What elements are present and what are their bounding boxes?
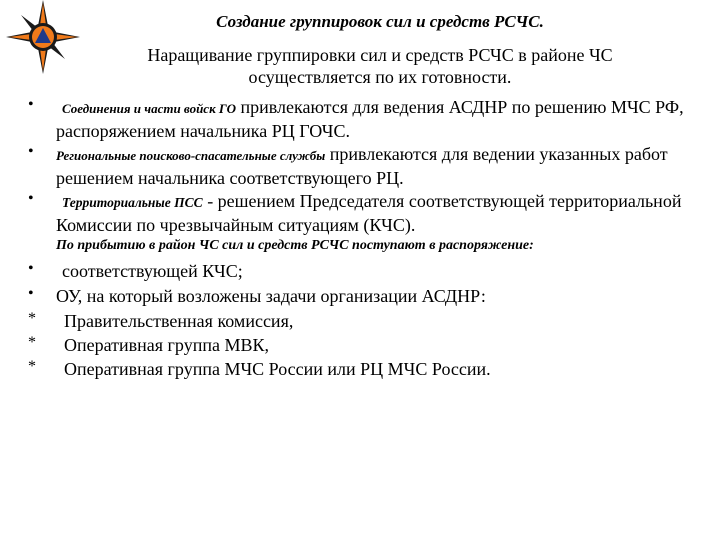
intro-text: Наращивание группировки сил и средств РСЧС в районе ЧС осуществляется по их готовности. xyxy=(147,45,613,87)
item-text: Оперативная группа МЧС России или РЦ МЧС России. xyxy=(64,359,491,379)
item-lead: Региональные поисково-спасательные службы xyxy=(56,148,326,163)
bullet-marker: • xyxy=(28,96,34,113)
bullet-marker: • xyxy=(28,260,34,277)
asterisk-marker: * xyxy=(28,358,36,375)
item-lead: Соединения и части войск ГО xyxy=(62,101,236,116)
item-text xyxy=(56,190,696,237)
item-text xyxy=(56,143,696,190)
item-text: соответствующей КЧС; xyxy=(62,261,243,281)
item-body: привлекаются для ведения АСДНР по решению МЧС РФ, распоряжением начальника РЦ ГОЧС. xyxy=(56,97,684,141)
item-text xyxy=(56,96,696,143)
bullet-marker: • xyxy=(28,143,34,160)
item-text: ОУ, на который возложены задачи организации АСДНР: xyxy=(56,286,486,306)
asterisk-marker: * xyxy=(28,334,36,351)
slide-title: Создание группировок сил и средств РСЧС. xyxy=(216,12,544,31)
item-lead: Территориальные ПСС xyxy=(62,195,203,210)
bullet-marker: • xyxy=(28,190,34,207)
asterisk-marker: * xyxy=(28,310,36,327)
item-body: - решением Председателя соответствующей территориальной Комиссии по чрезвычайным ситуациям (КЧС). xyxy=(56,191,682,235)
emergency-ministry-emblem-icon xyxy=(6,0,80,74)
item-text: Оперативная группа МВК, xyxy=(64,335,269,355)
item-body: привлекаются для ведении указанных работ решением начальника соответствующего РЦ. xyxy=(56,144,668,188)
subheading: По прибытию в район ЧС сил и средств РСЧС поступают в распоряжение: xyxy=(56,238,534,253)
item-text: Правительственная комиссия, xyxy=(64,311,294,331)
bullet-marker: • xyxy=(28,285,34,302)
